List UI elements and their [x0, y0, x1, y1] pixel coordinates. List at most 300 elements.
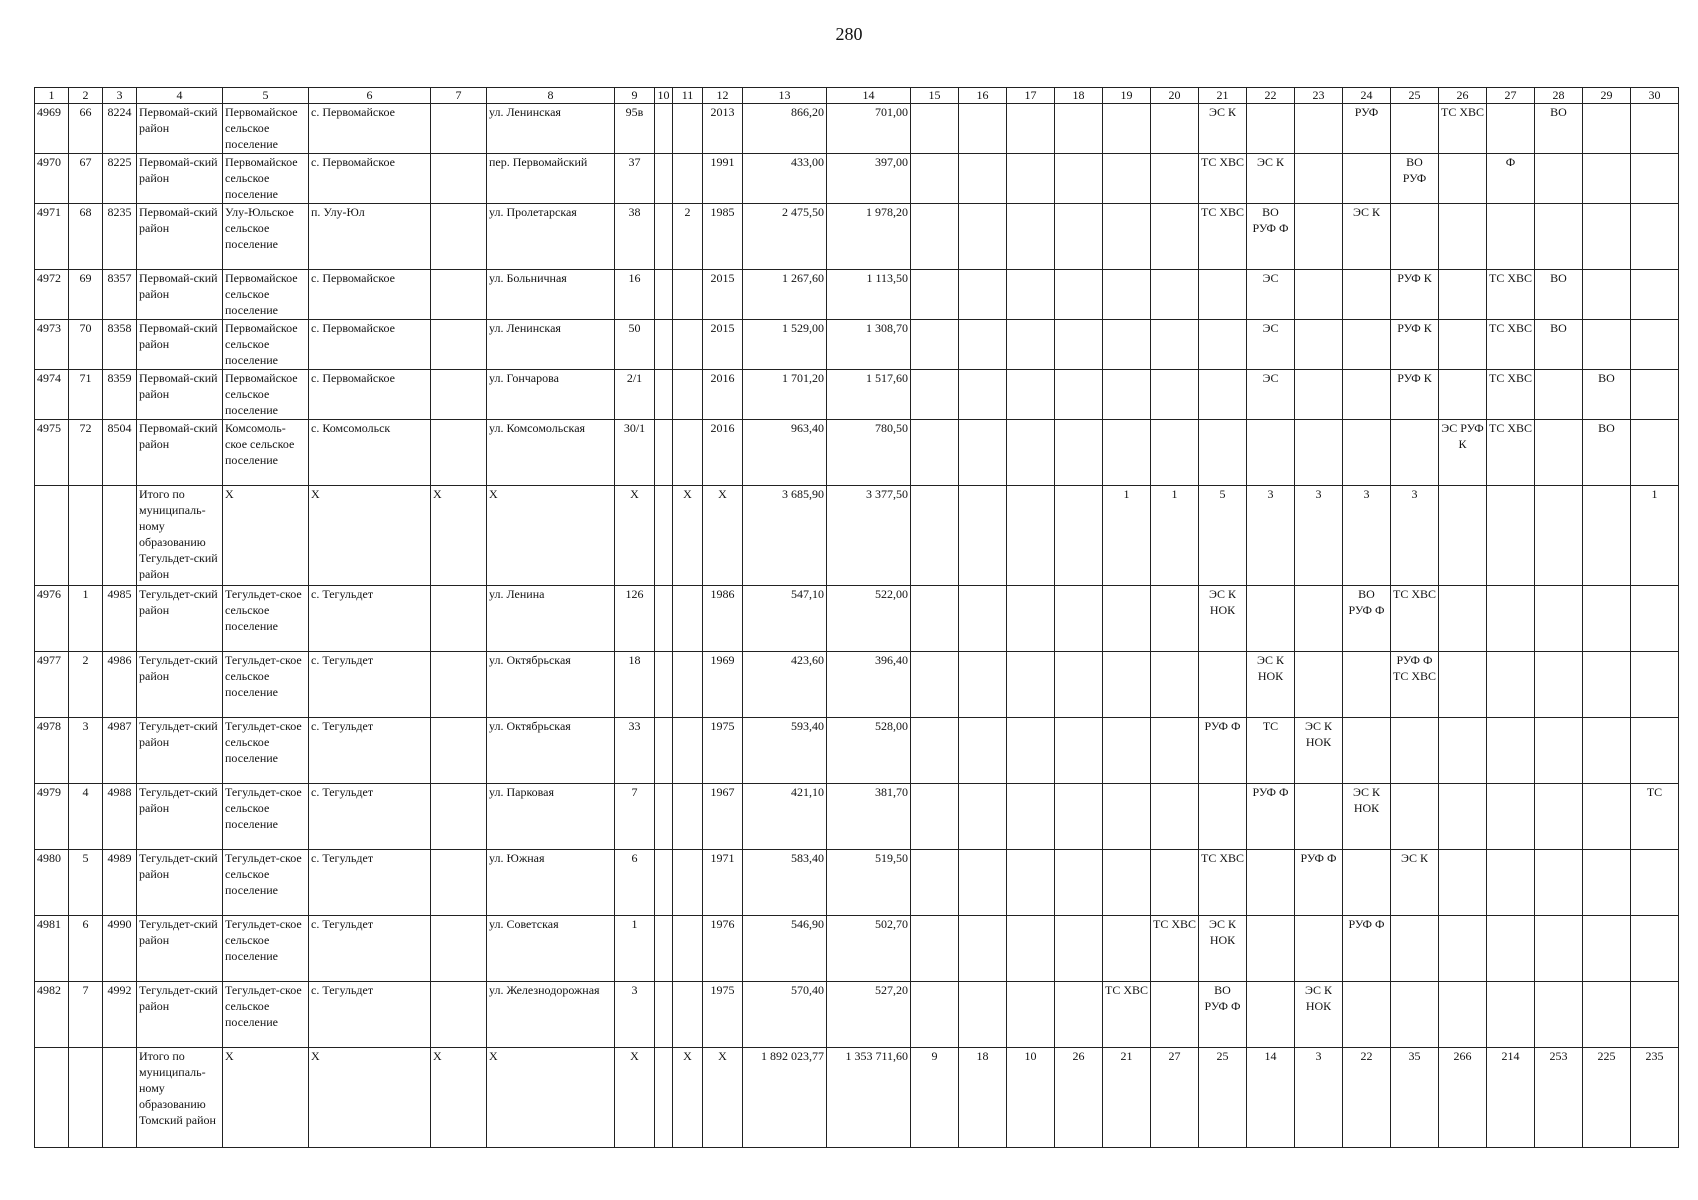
table-cell-col-28: [1535, 154, 1583, 204]
table-cell-col-5: Первомайское сельское поселение: [223, 270, 309, 320]
table-cell-col-23: РУФ Ф: [1295, 850, 1343, 916]
column-number-cell: 6: [309, 88, 431, 104]
table-cell-col-20: [1151, 270, 1199, 320]
table-cell-col-15: 9: [911, 1048, 959, 1148]
table-cell-col-25: РУФ К: [1391, 270, 1439, 320]
table-cell-col-15: [911, 850, 959, 916]
table-cell-col-16: [959, 850, 1007, 916]
table-cell-col-2: 6: [69, 916, 103, 982]
table-cell-col-27: [1487, 486, 1535, 586]
table-cell-col-19: [1103, 104, 1151, 154]
table-cell-col-28: [1535, 916, 1583, 982]
table-cell-col-13: 433,00: [743, 154, 827, 204]
table-cell-col-22: [1247, 982, 1295, 1048]
table-cell-col-19: [1103, 718, 1151, 784]
table-cell-col-2: 67: [69, 154, 103, 204]
table-cell-col-12: 1975: [703, 982, 743, 1048]
table-cell-col-5: Тегульдет-ское сельское поселение: [223, 850, 309, 916]
table-cell-col-21: ТС ХВС: [1199, 154, 1247, 204]
column-number-cell: 22: [1247, 88, 1295, 104]
table-cell-col-7: [431, 784, 487, 850]
table-cell-col-3: 8224: [103, 104, 137, 154]
table-cell-col-29: [1583, 916, 1631, 982]
table-cell-col-1: 4971: [35, 204, 69, 270]
table-cell-col-23: 3: [1295, 486, 1343, 586]
table-cell-col-13: 421,10: [743, 784, 827, 850]
table-cell-col-21: ВО РУФ Ф: [1199, 982, 1247, 1048]
table-cell-col-25: [1391, 982, 1439, 1048]
column-number-cell: 9: [615, 88, 655, 104]
table-cell-col-19: [1103, 850, 1151, 916]
table-cell-col-13: 1 892 023,77: [743, 1048, 827, 1148]
table-cell-col-27: ТС ХВС: [1487, 370, 1535, 420]
table-cell-col-9: 38: [615, 204, 655, 270]
table-cell-col-29: [1583, 586, 1631, 652]
table-cell-col-29: 225: [1583, 1048, 1631, 1148]
table-cell-col-17: [1007, 270, 1055, 320]
table-cell-col-21: [1199, 420, 1247, 486]
table-cell-col-16: [959, 652, 1007, 718]
table-cell-col-7: [431, 270, 487, 320]
table-cell-col-23: [1295, 586, 1343, 652]
table-cell-col-27: [1487, 916, 1535, 982]
table-cell-col-30: [1631, 320, 1679, 370]
table-cell-col-3: 4989: [103, 850, 137, 916]
table-row: [35, 982, 1679, 1048]
table-cell-col-1: 4980: [35, 850, 69, 916]
table-cell-col-3: 8225: [103, 154, 137, 204]
table-cell-col-26: [1439, 154, 1487, 204]
table-cell-col-20: [1151, 154, 1199, 204]
table-cell-col-9: 95в: [615, 104, 655, 154]
table-cell-col-19: [1103, 652, 1151, 718]
table-cell-col-27: [1487, 982, 1535, 1048]
table-cell-col-29: [1583, 320, 1631, 370]
column-number-cell: 21: [1199, 88, 1247, 104]
table-cell-col-19: [1103, 916, 1151, 982]
housing-register-table: [34, 87, 1679, 1148]
table-cell-col-11: [673, 982, 703, 1048]
table-cell-col-1: 4969: [35, 104, 69, 154]
table-cell-col-7: [431, 420, 487, 486]
table-cell-col-20: [1151, 104, 1199, 154]
table-cell-col-26: [1439, 982, 1487, 1048]
table-cell-col-22: [1247, 586, 1295, 652]
table-cell-col-24: [1343, 154, 1391, 204]
table-cell-col-25: [1391, 204, 1439, 270]
column-number-cell: 20: [1151, 88, 1199, 104]
table-cell-col-22: [1247, 104, 1295, 154]
table-cell-col-14: 1 113,50: [827, 270, 911, 320]
page-number: 280: [835, 24, 863, 44]
table-cell-col-27: ТС ХВС: [1487, 420, 1535, 486]
table-cell-col-3: 8359: [103, 370, 137, 420]
table-cell-col-28: [1535, 204, 1583, 270]
table-cell-col-11: [673, 850, 703, 916]
table-cell-col-30: [1631, 154, 1679, 204]
table-cell-col-28: [1535, 486, 1583, 586]
table-row: [35, 104, 1679, 154]
table-cell-col-16: [959, 204, 1007, 270]
table-cell-col-13: 570,40: [743, 982, 827, 1048]
table-cell-col-8: ул. Комсомольская: [487, 420, 615, 486]
table-cell-col-2: [69, 486, 103, 586]
table-cell-col-2: 5: [69, 850, 103, 916]
table-cell-col-11: [673, 104, 703, 154]
table-cell-col-12: 1969: [703, 652, 743, 718]
table-cell-col-9: 30/1: [615, 420, 655, 486]
table-cell-col-22: [1247, 850, 1295, 916]
table-cell-col-1: 4979: [35, 784, 69, 850]
table-cell-col-17: [1007, 104, 1055, 154]
table-cell-col-8: ул. Ленинская: [487, 104, 615, 154]
table-cell-col-18: [1055, 850, 1103, 916]
table-cell-col-14: 1 978,20: [827, 204, 911, 270]
table-cell-col-3: 4990: [103, 916, 137, 982]
table-cell-col-5: Тегульдет-ское сельское поселение: [223, 784, 309, 850]
table-cell-col-15: [911, 204, 959, 270]
table-cell-col-6: с. Тегульдет: [309, 718, 431, 784]
table-cell-col-22: ЭС К НОК: [1247, 652, 1295, 718]
table-cell-col-25: ВО РУФ: [1391, 154, 1439, 204]
table-cell-col-30: ТС: [1631, 784, 1679, 850]
table-cell-col-4: Первомай-ский район: [137, 370, 223, 420]
table-cell-col-27: [1487, 586, 1535, 652]
table-cell-col-22: ЭС: [1247, 320, 1295, 370]
table-cell-col-13: 866,20: [743, 104, 827, 154]
table-cell-col-8: X: [487, 486, 615, 586]
table-cell-col-3: [103, 486, 137, 586]
table-cell-col-12: 1976: [703, 916, 743, 982]
table-cell-col-19: [1103, 586, 1151, 652]
column-number-cell: 14: [827, 88, 911, 104]
table-cell-col-17: [1007, 982, 1055, 1048]
table-cell-col-8: ул. Советская: [487, 916, 615, 982]
table-cell-col-7: [431, 916, 487, 982]
table-cell-col-4: Итого по муниципаль-ному образованию Тегульдет-ский район: [137, 486, 223, 586]
table-cell-col-17: [1007, 204, 1055, 270]
table-cell-col-29: [1583, 784, 1631, 850]
table-cell-col-7: [431, 154, 487, 204]
table-cell-col-8: ул. Больничная: [487, 270, 615, 320]
table-cell-col-12: X: [703, 486, 743, 586]
table-cell-col-15: [911, 916, 959, 982]
table-cell-col-25: [1391, 104, 1439, 154]
table-cell-col-24: 22: [1343, 1048, 1391, 1148]
table-cell-col-25: [1391, 916, 1439, 982]
table-cell-col-8: ул. Железнодорожная: [487, 982, 615, 1048]
table-cell-col-20: 1: [1151, 486, 1199, 586]
table-cell-col-18: [1055, 784, 1103, 850]
column-number-cell: 10: [655, 88, 673, 104]
table-cell-col-7: [431, 320, 487, 370]
table-row: [35, 154, 1679, 204]
table-cell-col-17: [1007, 486, 1055, 586]
table-cell-col-13: 423,60: [743, 652, 827, 718]
table-cell-col-21: [1199, 652, 1247, 718]
table-cell-col-21: ЭС К НОК: [1199, 586, 1247, 652]
table-cell-col-5: Первомайское сельское поселение: [223, 104, 309, 154]
table-cell-col-5: Первомайское сельское поселение: [223, 320, 309, 370]
table-cell-col-1: 4976: [35, 586, 69, 652]
table-cell-col-23: [1295, 270, 1343, 320]
table-cell-col-28: [1535, 784, 1583, 850]
column-number-cell: 18: [1055, 88, 1103, 104]
table-cell-col-18: [1055, 154, 1103, 204]
table-cell-col-3: 4987: [103, 718, 137, 784]
table-cell-col-7: X: [431, 1048, 487, 1148]
table-cell-col-8: ул. Южная: [487, 850, 615, 916]
table-cell-col-17: [1007, 420, 1055, 486]
table-cell-col-4: Тегульдет-ский район: [137, 718, 223, 784]
table-row: [35, 370, 1679, 420]
table-cell-col-10: [655, 586, 673, 652]
table-cell-col-11: X: [673, 1048, 703, 1148]
table-cell-col-11: [673, 718, 703, 784]
table-cell-col-26: [1439, 586, 1487, 652]
table-cell-col-24: [1343, 420, 1391, 486]
table-cell-col-7: [431, 850, 487, 916]
table-cell-col-17: [1007, 916, 1055, 982]
table-cell-col-16: [959, 718, 1007, 784]
table-cell-col-18: [1055, 270, 1103, 320]
table-cell-col-10: [655, 652, 673, 718]
table-cell-col-21: ЭС К: [1199, 104, 1247, 154]
table-cell-col-10: [655, 916, 673, 982]
table-cell-col-24: РУФ Ф: [1343, 916, 1391, 982]
table-cell-col-4: Первомай-ский район: [137, 420, 223, 486]
table-cell-col-2: 1: [69, 586, 103, 652]
table-cell-col-25: ЭС К: [1391, 850, 1439, 916]
table-cell-col-4: Итого по муниципаль-ному образованию Томский район: [137, 1048, 223, 1148]
table-cell-col-21: [1199, 784, 1247, 850]
table-cell-col-2: 70: [69, 320, 103, 370]
table-cell-col-6: с. Первомайское: [309, 154, 431, 204]
table-cell-col-5: X: [223, 486, 309, 586]
table-cell-col-9: 50: [615, 320, 655, 370]
table-cell-col-2: 2: [69, 652, 103, 718]
table-cell-col-9: 7: [615, 784, 655, 850]
table-cell-col-28: [1535, 982, 1583, 1048]
table-cell-col-29: [1583, 652, 1631, 718]
table-cell-col-28: 253: [1535, 1048, 1583, 1148]
table-cell-col-28: [1535, 718, 1583, 784]
table-cell-col-13: 546,90: [743, 916, 827, 982]
table-cell-col-21: ТС ХВС: [1199, 850, 1247, 916]
table-cell-col-20: [1151, 784, 1199, 850]
table-cell-col-8: ул. Ленина: [487, 586, 615, 652]
table-cell-col-24: ЭС К: [1343, 204, 1391, 270]
table-cell-col-30: [1631, 850, 1679, 916]
table-cell-col-30: [1631, 652, 1679, 718]
table-cell-col-13: 963,40: [743, 420, 827, 486]
table-cell-col-24: [1343, 652, 1391, 718]
table-cell-col-9: 1: [615, 916, 655, 982]
table-cell-col-15: [911, 104, 959, 154]
table-cell-col-5: Улу-Юльское сельское поселение: [223, 204, 309, 270]
table-cell-col-11: 2: [673, 204, 703, 270]
table-row: [35, 420, 1679, 486]
table-cell-col-27: Ф: [1487, 154, 1535, 204]
table-cell-col-11: [673, 916, 703, 982]
table-cell-col-2: 7: [69, 982, 103, 1048]
column-number-cell: 2: [69, 88, 103, 104]
table-cell-col-13: 3 685,90: [743, 486, 827, 586]
table-cell-col-28: ВО: [1535, 320, 1583, 370]
table-cell-col-23: [1295, 204, 1343, 270]
total-row: [35, 1048, 1679, 1148]
table-cell-col-10: [655, 1048, 673, 1148]
table-cell-col-2: [69, 1048, 103, 1148]
table-cell-col-5: Тегульдет-ское сельское поселение: [223, 982, 309, 1048]
table-cell-col-24: ВО РУФ Ф: [1343, 586, 1391, 652]
table-cell-col-28: ВО: [1535, 270, 1583, 320]
table-cell-col-4: Тегульдет-ский район: [137, 916, 223, 982]
table-cell-col-18: 26: [1055, 1048, 1103, 1148]
table-cell-col-18: [1055, 486, 1103, 586]
table-cell-col-17: [1007, 784, 1055, 850]
table-cell-col-22: ВО РУФ Ф: [1247, 204, 1295, 270]
table-cell-col-1: 4970: [35, 154, 69, 204]
table-cell-col-10: [655, 420, 673, 486]
table-cell-col-14: 397,00: [827, 154, 911, 204]
table-cell-col-20: [1151, 850, 1199, 916]
table-row: [35, 916, 1679, 982]
table-cell-col-21: [1199, 270, 1247, 320]
table-cell-col-27: ТС ХВС: [1487, 320, 1535, 370]
table-cell-col-9: 2/1: [615, 370, 655, 420]
table-cell-col-14: 381,70: [827, 784, 911, 850]
table-cell-col-17: [1007, 370, 1055, 420]
table-cell-col-19: 1: [1103, 486, 1151, 586]
table-cell-col-26: ЭС РУФ К: [1439, 420, 1487, 486]
table-cell-col-16: [959, 154, 1007, 204]
table-cell-col-6: с. Тегульдет: [309, 850, 431, 916]
table-cell-col-15: [911, 154, 959, 204]
table-cell-col-10: [655, 784, 673, 850]
table-cell-col-29: [1583, 982, 1631, 1048]
table-cell-col-24: ЭС К НОК: [1343, 784, 1391, 850]
table-cell-col-9: 126: [615, 586, 655, 652]
table-cell-col-3: 4985: [103, 586, 137, 652]
table-cell-col-20: [1151, 420, 1199, 486]
table-cell-col-11: [673, 420, 703, 486]
table-cell-col-4: Тегульдет-ский район: [137, 982, 223, 1048]
table-cell-col-1: 4975: [35, 420, 69, 486]
table-cell-col-13: 593,40: [743, 718, 827, 784]
table-cell-col-25: [1391, 718, 1439, 784]
table-cell-col-6: с. Первомайское: [309, 270, 431, 320]
table-cell-col-1: 4972: [35, 270, 69, 320]
table-cell-col-26: [1439, 652, 1487, 718]
table-cell-col-5: Комсомоль-ское сельское поселение: [223, 420, 309, 486]
table-cell-col-16: [959, 104, 1007, 154]
table-cell-col-23: 3: [1295, 1048, 1343, 1148]
column-number-cell: 11: [673, 88, 703, 104]
table-cell-col-19: [1103, 420, 1151, 486]
table-cell-col-7: X: [431, 486, 487, 586]
table-cell-col-8: ул. Ленинская: [487, 320, 615, 370]
table-cell-col-6: с. Первомайское: [309, 104, 431, 154]
column-number-cell: 16: [959, 88, 1007, 104]
table-cell-col-14: 502,70: [827, 916, 911, 982]
table-cell-col-20: [1151, 652, 1199, 718]
column-number-cell: 26: [1439, 88, 1487, 104]
column-number-cell: 1: [35, 88, 69, 104]
table-cell-col-20: [1151, 586, 1199, 652]
table-cell-col-5: Тегульдет-ское сельское поселение: [223, 916, 309, 982]
table-cell-col-5: Тегульдет-ское сельское поселение: [223, 652, 309, 718]
table-cell-col-29: [1583, 486, 1631, 586]
table-row: [35, 586, 1679, 652]
table-cell-col-1: [35, 486, 69, 586]
table-cell-col-22: [1247, 916, 1295, 982]
table-cell-col-28: [1535, 850, 1583, 916]
table-cell-col-1: 4982: [35, 982, 69, 1048]
column-number-cell: 28: [1535, 88, 1583, 104]
table-cell-col-3: 4992: [103, 982, 137, 1048]
table-cell-col-29: [1583, 270, 1631, 320]
table-cell-col-6: п. Улу-Юл: [309, 204, 431, 270]
table-cell-col-25: [1391, 784, 1439, 850]
table-cell-col-23: [1295, 104, 1343, 154]
table-cell-col-15: [911, 486, 959, 586]
column-number-cell: 4: [137, 88, 223, 104]
table-cell-col-30: [1631, 718, 1679, 784]
table-cell-col-7: [431, 104, 487, 154]
table-cell-col-7: [431, 586, 487, 652]
table-cell-col-3: 8504: [103, 420, 137, 486]
table-cell-col-16: [959, 916, 1007, 982]
table-cell-col-26: ТС ХВС: [1439, 104, 1487, 154]
table-cell-col-5: Тегульдет-ское сельское поселение: [223, 718, 309, 784]
table-cell-col-8: ул. Гончарова: [487, 370, 615, 420]
table-row: [35, 204, 1679, 270]
table-cell-col-21: ЭС К НОК: [1199, 916, 1247, 982]
table-cell-col-2: 3: [69, 718, 103, 784]
table-cell-col-11: [673, 154, 703, 204]
table-cell-col-7: [431, 652, 487, 718]
table-row: [35, 270, 1679, 320]
table-cell-col-20: 27: [1151, 1048, 1199, 1148]
table-cell-col-6: с. Первомайское: [309, 320, 431, 370]
column-number-cell: 3: [103, 88, 137, 104]
table-cell-col-6: с. Первомайское: [309, 370, 431, 420]
table-cell-col-10: [655, 270, 673, 320]
table-cell-col-14: 396,40: [827, 652, 911, 718]
table-cell-col-30: [1631, 586, 1679, 652]
table-cell-col-2: 72: [69, 420, 103, 486]
table-cell-col-16: [959, 586, 1007, 652]
table-cell-col-25: РУФ К: [1391, 320, 1439, 370]
table-row: [35, 320, 1679, 370]
table-cell-col-8: пер. Первомайский: [487, 154, 615, 204]
table-cell-col-3: 4986: [103, 652, 137, 718]
table-cell-col-25: 3: [1391, 486, 1439, 586]
table-cell-col-26: 266: [1439, 1048, 1487, 1148]
table-cell-col-14: 1 517,60: [827, 370, 911, 420]
table-cell-col-16: 18: [959, 1048, 1007, 1148]
table-cell-col-27: [1487, 652, 1535, 718]
table-cell-col-15: [911, 652, 959, 718]
table-cell-col-21: [1199, 320, 1247, 370]
column-number-cell: 12: [703, 88, 743, 104]
table-cell-col-6: X: [309, 1048, 431, 1148]
table-cell-col-15: [911, 784, 959, 850]
table-cell-col-22: [1247, 420, 1295, 486]
table-cell-col-11: X: [673, 486, 703, 586]
column-number-cell: 13: [743, 88, 827, 104]
